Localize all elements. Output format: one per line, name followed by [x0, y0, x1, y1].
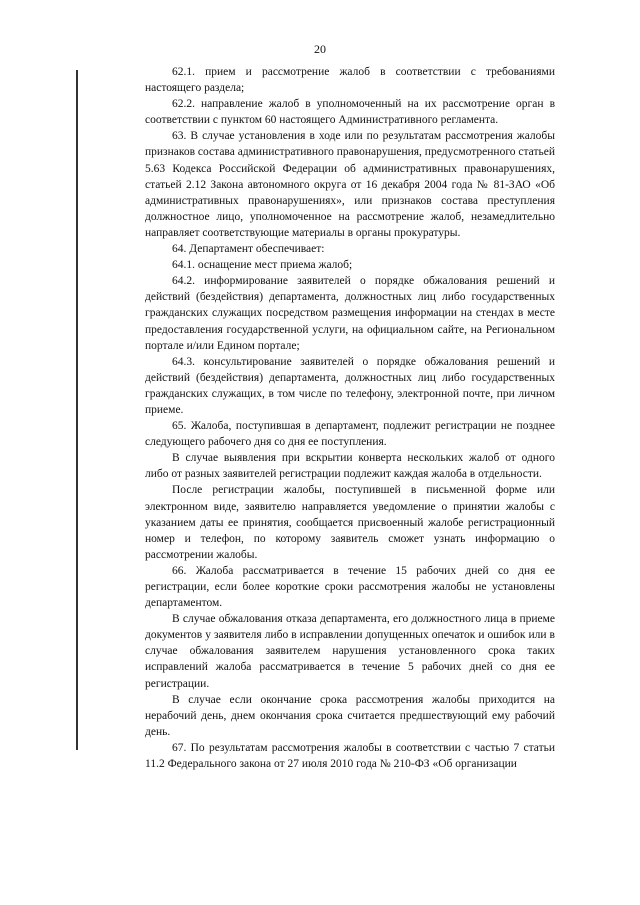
- paragraph-65-envelope: В случае выявления при вскрытии конверта нескольких жалоб от одного либо от разных заявителей регистрации подлежит каждая жалоба в отдельности.: [145, 452, 555, 481]
- paragraph-65-notification: После регистрации жалобы, поступившей в письменной форме или электронном виде, заявителю направляется уведомление о принятии жалобы с указанием даты ее принятия, сообщается присвоенный жалобе регистрационный номер и телефон, по которому заявитель сможет узнать информацию о рассмотрении жалобы.: [145, 484, 555, 561]
- margin-line: [76, 70, 78, 750]
- paragraph-62-2: 62.2. направление жалоб в уполномоченный на их рассмотрение орган в соответствии с пунктом 60 настоящего Административного регламента.: [145, 98, 555, 127]
- paragraph-64-3: 64.3. консультирование заявителей о порядке обжалования решений и действий (бездействия) департамента, должностных лиц либо государственных гражданских служащих, в том числе по телефону, электронной почте, при личном приеме.: [145, 355, 555, 416]
- paragraph-66: 66. Жалоба рассматривается в течение 15 рабочих дней со дня ее регистрации, если более короткие сроки рассмотрения жалобы не установлены департаментом.: [145, 564, 555, 610]
- document-body: [145, 64, 555, 772]
- paragraph-62-1: 62.1. прием и рассмотрение жалоб в соответствии с требованиями настоящего раздела;: [145, 66, 555, 95]
- paragraph-66-nonworking-day: В случае если окончание срока рассмотрения жалобы приходится на нерабочий день, днем окончания срока считается предшествующий ему рабочий день.: [145, 693, 555, 738]
- paragraph-66-refusal: В случае обжалования отказа департамента, его должностного лица в приеме документов у заявителя либо в исправлении допущенных опечаток и ошибок или в случае обжалования заявителем нарушения установленного срока таких исправлений жалоба рассматривается в течение 5 рабочих дней со дня ее регистрации.: [145, 613, 555, 690]
- paragraph-64-1: 64.1. оснащение мест приема жалоб;: [172, 259, 353, 272]
- paragraph-67: 67. По результатам рассмотрения жалобы в соответствии с частью 7 статьи 11.2 Федерального закона от 27 июля 2010 года № 210-ФЗ «Об организации: [145, 741, 555, 771]
- paragraph-64-2: 64.2. информирование заявителей о порядке обжалования решений и действий (бездействия) департамента, должностных лиц либо государственных гражданских служащих посредством размещения информации на стендах в месте предоставления государственной услуги, на официальном сайте, на Региональном портале и/или Едином портале;: [145, 275, 555, 352]
- paragraph-64: 64. Департамент обеспечивает:: [172, 243, 325, 256]
- paragraph-63: 63. В случае установления в ходе или по результатам рассмотрения жалобы признаков состава административного правонарушения, предусмотренного статьей 5.63 Кодекса Российской Федерации об административных правонарушениях, статьей 2.12 Закона автономного округа от 16 декабря 2004 года № 81-ЗАО «Об административных правонарушениях», или признаков состава преступления должностное лицо, уполномоченное на рассмотрение жалоб, незамедлительно направляет соответствующие материалы в органы прокуратуры.: [145, 130, 555, 239]
- page-number: 20: [314, 42, 326, 56]
- paragraph-65: 65. Жалоба, поступившая в департамент, подлежит регистрации не позднее следующего рабочего дня со дня ее поступления.: [145, 420, 555, 449]
